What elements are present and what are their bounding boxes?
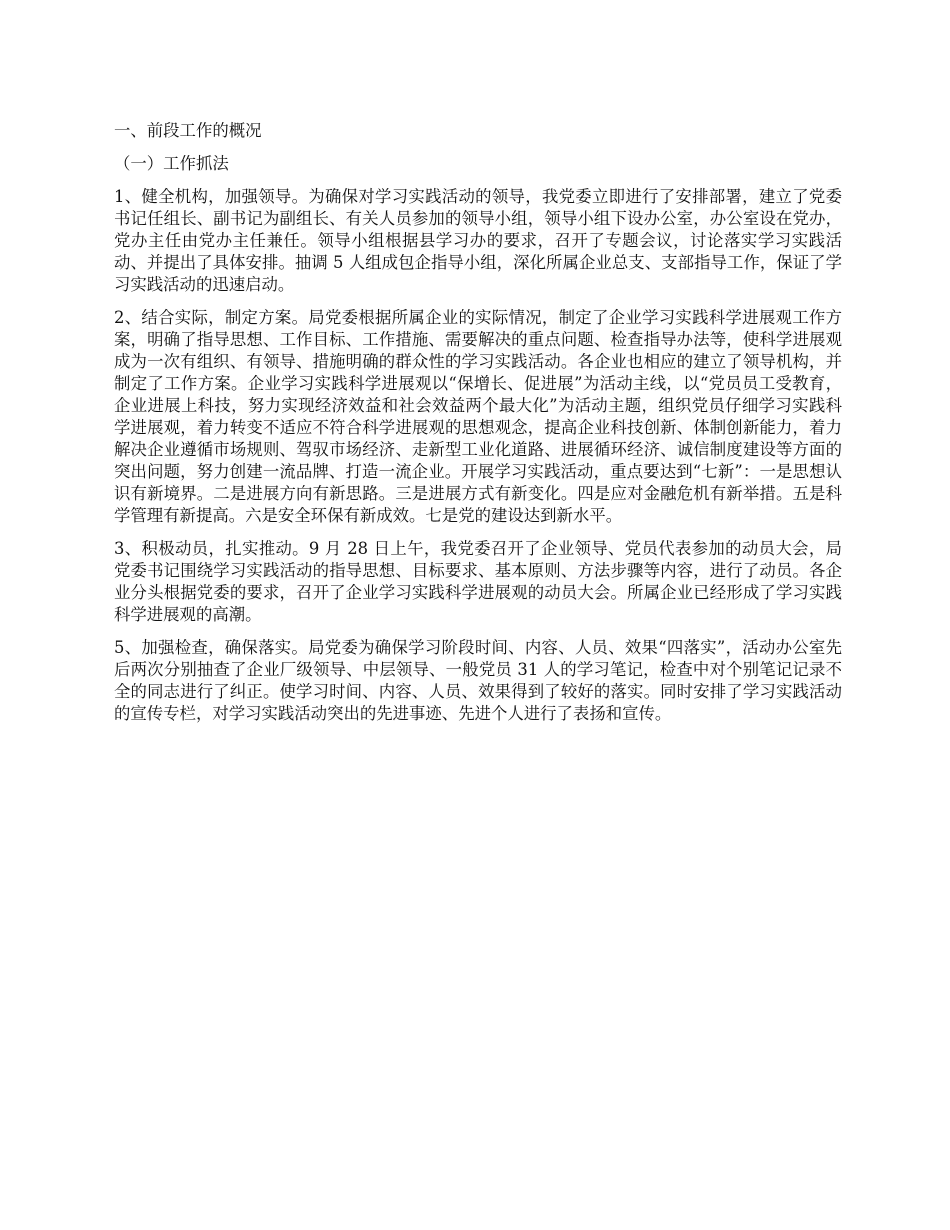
paragraph-2: 2、结合实际，制定方案。局党委根据所属企业的实际情况，制定了企业学习实践科学进展观工作方案，明确了指导思想、工作目标、工作措施、需要解决的重点问题、检查指导办法等，使科学进展观成为一次有组织、有领导、措施明确的群众性的学习实践活动。各企业也相应的建立了领导机构，并制定了工作方案。企业学习实践科学进展观以“保增长、促进展”为活动主线，以“党员员工受教育，企业进展上科技，努力实现经济效益和社会效益两个最大化”为活动主题，组织党员仔细学习实践科学进展观，着力转变不适应不符合科学进展观的思想观念，提高企业科技创新、体制创新能力，着力解决企业遵循市场规则、驾驭市场经济、走新型工业化道路、进展循环经济、诚信制度建设等方面的突出问题，努力创建一流品牌、打造一流企业。开展学习实践活动，重点要达到“七新”：一是思想认识有新境界。二是进展方向有新思路。三是进展方式有新变化。四是应对金融危机有新举措。五是科学管理有新提高。六是安全环保有新成效。七是党的建设达到新水平。 [114, 308, 842, 525]
document-page [114, 120, 842, 736]
paragraph-5: 5、加强检查，确保落实。局党委为确保学习阶段时间、内容、人员、效果“四落实”，活动办公室先后两次分别抽查了企业厂级领导、中层领导、一般党员 31 人的学习笔记，检查中对个别笔记记录不全的同志进行了纠正。使学习时间、内容、人员、效果得到了较好的落实。同时安排了学习实践活动的宣传专栏，对学习实践活动突出的先进事迹、先进个人进行了表扬和宣传。 [114, 638, 842, 723]
section-title: 一、前段工作的概况 [114, 121, 262, 140]
paragraph-3: 3、积极动员，扎实推动。9 月 28 日上午，我党委召开了企业领导、党员代表参加的动员大会，局党委书记围绕学习实践活动的指导思想、目标要求、基本原则、方法步骤等内容，进行了动员。各企业分头根据党委的要求，召开了企业学习实践科学进展观的动员大会。所属企业已经形成了学习实践科学进展观的高潮。 [114, 539, 842, 624]
paragraph-1: 1、健全机构，加强领导。为确保对学习实践活动的领导，我党委立即进行了安排部署，建立了党委书记任组长、副书记为副组长、有关人员参加的领导小组，领导小组下设办公室，办公室设在党办，党办主任由党办主任兼任。领导小组根据县学习办的要求，召开了专题会议，讨论落实学习实践活动、并提出了具体安排。抽调 5 人组成包企指导小组，深化所属企业总支、支部指导工作，保证了学习实践活动的迅速启动。 [114, 187, 842, 294]
subsection-title: （一）工作抓法 [114, 154, 229, 173]
